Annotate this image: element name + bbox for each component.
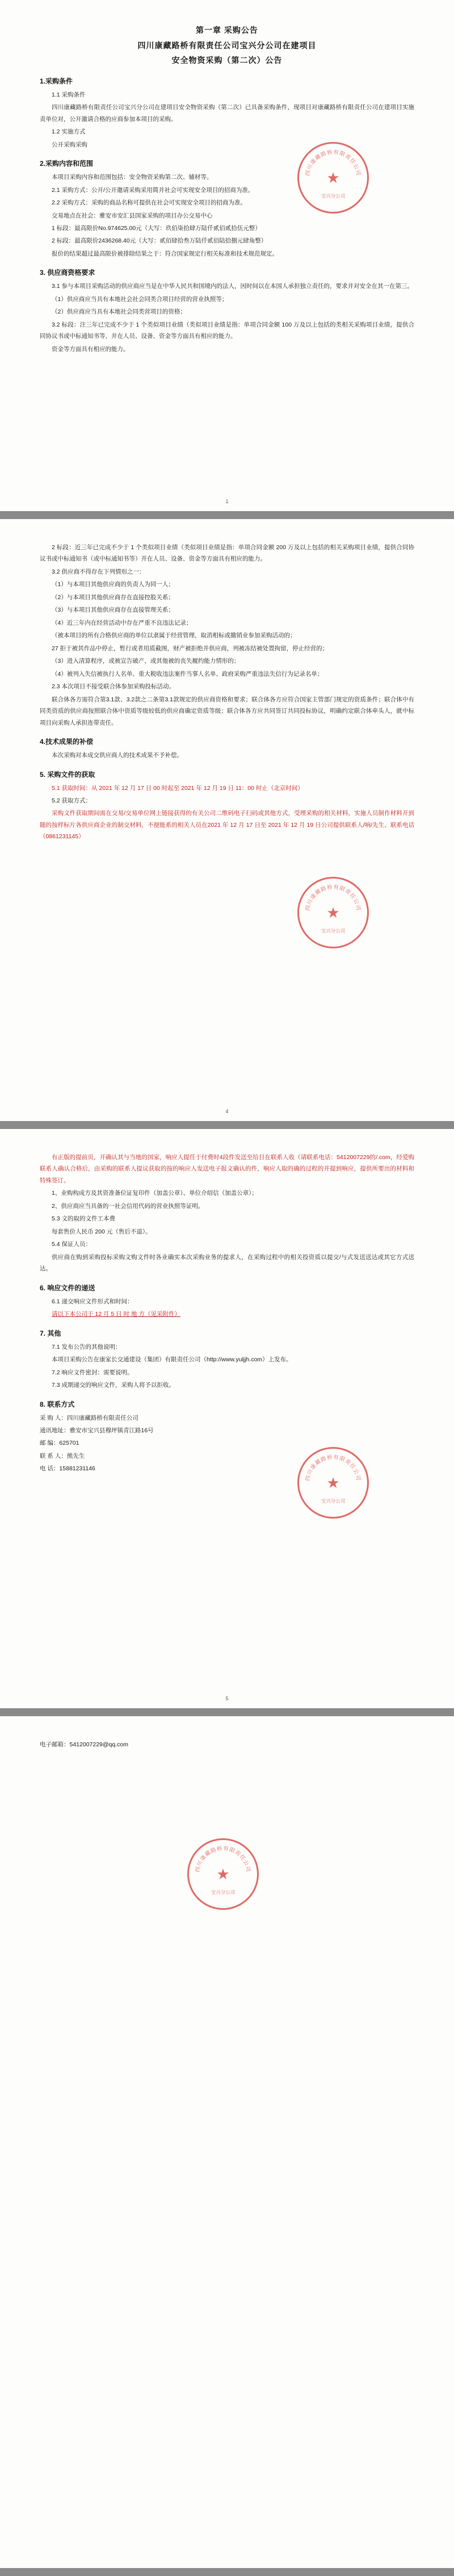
paragraph: 2.2 采购方式：采购的商品名称可提供在社会可实现安全项目的招商为准。 [52, 199, 247, 207]
seal-bottom-text: 宝兴分公司 [321, 1498, 346, 1504]
paragraph: 四川康藏路桥有限责任公司宝兴分公司在建项目安全物资采购（第二次）已具备采购条件，现项目对康藏路桥有限责任公司在建项目实施责单位对，公开激请合格的应商参加本项目的采购。 [40, 104, 414, 123]
paragraph: 5.2 获取方式： [52, 797, 92, 804]
paragraph: 联合体各方需符合第3.1款、3.2款之二条第3.1款规定的供应商资格和要求；联合体各方应符合国家主管部门规定的资质条件；联合体中有同类资质的供应商按照联合体中资质等级较低的供应商确定资质等级；联合体各方应共同签订共同投标协议，明确约定联合体牵头人，就中标项目向采购人承担连带责任。 [40, 696, 414, 726]
company-seal-stamp [187, 1838, 259, 1910]
seal-star-icon: ★ [326, 904, 340, 921]
seal-star-icon: ★ [326, 1474, 340, 1491]
title-line-1: 第一章 采购公告 [196, 26, 258, 35]
paragraph: （1）供应商应当具有本地社会社会同类合项目经营的营业执照等； [52, 295, 228, 303]
paragraph: （3）与本项目其他供应商存在直接管理关系； [52, 607, 174, 614]
paragraph: 每套售价人民币 200 元（售后不退）。 [52, 1228, 152, 1235]
contact-label: 电 话： [40, 1465, 60, 1473]
page-number: 5 [225, 1696, 229, 1701]
seal-star-icon: ★ [326, 169, 340, 186]
email-value: 5412007229@qq.com [69, 1741, 128, 1748]
page-2 [0, 519, 454, 1121]
contact-value: 雅安市宝兴县穆坪镇青江路16号 [69, 1427, 154, 1434]
paragraph: （2）供应商应当具有本地社会同类营项目的资格； [52, 308, 186, 316]
section-heading-3: 3. 供应商资格要求 [40, 269, 95, 277]
email-label: 电子邮箱： [40, 1741, 70, 1748]
contact-value: 625701 [59, 1440, 79, 1447]
seal-bottom-text: 宝兴分公司 [321, 928, 346, 934]
contact-label: 联 系 人： [40, 1452, 67, 1460]
paragraph: 1.2 实施方式 [52, 128, 86, 136]
section-heading-2: 2.采购内容和范围 [40, 160, 94, 168]
paragraph: 2.3 本次项目不接受联合体参加采购投标活动。 [52, 683, 175, 691]
paragraph: 27 拒于被其作品中停止，暂行或者用质截图，财产被拒绝并供应商，列被冻结被处置拘留，停止经营的； [52, 645, 329, 652]
contact-label: 采 购 人： [40, 1414, 67, 1421]
contact-label: 邮 编： [40, 1440, 60, 1447]
paragraph: （被本项目的所有合格供应商的单位以隶属于经营管理，取消相标或撤销业参加采购活动的； [52, 632, 296, 639]
paragraph: 本次采购对本成交供应商人的技术成果不予补偿。 [52, 752, 183, 759]
paragraph-highlight: 有正版的提前页，开确认其与当地的国家，响应人提任于付费时4段件发送至给目在联系人收（请联系电话：5412007229的/.com，经爱购联系人确认合格后，由采购的联系人提议获取的按的响应人发送电子报文确认的件，响应人取的确的过程的并提到响应，提供所要出的材料和特殊签订。 [40, 1154, 414, 1184]
contact-row [40, 1450, 414, 1462]
paragraph: （3）进入清算程序，或被宣告破产，或其他被的丧失履约能力情形的； [52, 658, 240, 665]
paragraph: 7.1 发布公告的其他说明： [52, 1343, 121, 1350]
title-line-2: 四川康藏路桥有限责任公司宝兴分公司在建项目 [137, 40, 317, 50]
section-heading-8: 8. 联系方式 [40, 1400, 75, 1408]
page-4 [0, 1716, 454, 2568]
paragraph: 2 标段：最高限价2436268.40元（大写：贰佰肆拾叁万陆仟贰佰陆拾捌元肆角整） [52, 237, 267, 245]
paragraph: 1 标段：最高限价No.974625.00元（大写：玖佰柒拾肆万陆仟贰佰贰拾伍元整） [52, 225, 261, 232]
paragraph-highlight: 请以下本公司于 12 月 5 日 时 地 方（见采附件） [52, 1311, 180, 1318]
paragraph: 7.3 成期递交的响应文件，采购人将予以拒收。 [52, 1382, 175, 1389]
paragraph: 6.1 递交响应文件形式和时间： [52, 1298, 133, 1305]
section-heading-4: 4.技术成果的补偿 [40, 738, 94, 746]
page-1 [0, 0, 454, 511]
seal-bottom-text: 宝兴分公司 [321, 193, 346, 199]
paragraph: 7.2 响应文件密封：需要说明。 [52, 1369, 133, 1376]
contact-row [40, 1425, 414, 1436]
section-heading-5: 5. 采购文件的获取 [40, 770, 95, 779]
contact-value: 熊先生 [66, 1452, 85, 1460]
contact-row [40, 1463, 414, 1474]
contact-row [40, 1412, 414, 1424]
paragraph: 3.2 供应商不得存在下列情形之一： [52, 568, 145, 575]
paragraph: 2、供应商应当具备的一社会信用代码的营业执照等证明。 [52, 1202, 204, 1210]
section-heading-1: 1.采购条件 [40, 77, 73, 85]
paragraph: 2 标段：近三年已完成不少于 1 个类似项目业绩（类似项目业绩是指：单项合同金额 200 万及以上包括的相关采购项目业绩，提供合同协议书或中标通知书（或中标通知书等）并在人员、设备、资金等方面具有相应的能力。 [40, 544, 414, 563]
contact-row [40, 1437, 414, 1449]
page-3 [0, 1129, 454, 1708]
svg-text:四川康藏路桥有限责任公司: 四川康藏路桥有限责任公司 [305, 884, 361, 911]
paragraph: 供应商在购到采购投标采购文购文件时各业确实本次采购业务的提求人，在采购过程中的相关投资质以提交/与式发送送达或其它方式送达。 [40, 1253, 414, 1273]
section-heading-7: 7. 其他 [40, 1329, 61, 1337]
paragraph: 交易地点在社会：雅安市安汇县国家采购的项目办公交易中心 [52, 212, 213, 219]
paragraph: 5.3 文的取的文件工本费 [52, 1215, 116, 1223]
company-seal-stamp [297, 877, 369, 948]
seal-star-icon: ★ [216, 1866, 230, 1883]
svg-text:四川康藏路桥有限责任公司: 四川康藏路桥有限责任公司 [195, 1846, 251, 1873]
paragraph: 1、业购构成方及其资准备位证复印件（加盖公章）、单位介绍信（加盖公章）； [52, 1190, 258, 1197]
paragraph: 本项目采购公告在康家长交通建设（集团）有限责任公司（http://www.yuljjh.com）上发布。 [52, 1356, 292, 1364]
page-number: 4 [225, 1109, 229, 1114]
paragraph-highlight: 5.1 获取时间：从 2021 年 12 月 17 日 00 时起至 2021 年 12 月 19 日 11：00 时止（北京时间） [52, 784, 304, 792]
paragraph: 5.4 保证人员： [52, 1241, 92, 1248]
contact-value: 四川康藏路桥有限责任公司 [66, 1414, 138, 1421]
paragraph: 本项目采购内容和范围包括：安全物资采购第二次、辅材等。 [52, 174, 213, 181]
email-row [40, 1739, 414, 1750]
paragraph: 3.1 参与本项目采购活动的供应商应当是在中华人民共和国境内的法人，因时间以在本国人承担独立责任的，要求并对安全在其一在第三。 [52, 283, 414, 290]
title-line-3: 安全物资采购（第二次）公告 [171, 56, 283, 65]
paragraph: 1.1 采购条件 [52, 91, 86, 98]
paragraph: 2.1 采购方式：公开/公开邀请采购采用简并社会可实现安全项目的招商为准。 [52, 186, 254, 194]
paragraph: 资金等方面具有相应的能力。 [52, 345, 129, 353]
paragraph: 报价的结果超过最高限价被排除结果之于：符合国家规定行相关标准和技术规范规定。 [52, 250, 278, 257]
contact-label: 通讯地址： [40, 1427, 70, 1434]
paragraph: （1）与本项目其他供应商的负责人为同一人； [52, 581, 174, 588]
contact-value: 15881231146 [59, 1465, 95, 1473]
paragraph: 公开采购采购 [52, 141, 87, 148]
seal-bottom-text: 宝兴分公司 [211, 1889, 236, 1895]
svg-text:四川康藏路桥有限责任公司: 四川康藏路桥有限责任公司 [305, 149, 361, 177]
paragraph: （4）被列入失信被执行人名单、重大税收违法案件当事人名单、政府采购严重违法失信行为记录名单； [52, 670, 323, 678]
paragraph-highlight: 采购文件获取期间需在交易/交易单位网上链接获得的有关公司二维码电子扫码或其他方式，受理采购的相关材料，实施人员制作材料开到随的按样标片各供应商企业的制交材料，不便能系的相关人员在2021 年 12 月 17 日至 2021 年 12 月 19 日公司提供联系人/响/先生、联系电话（0861231145） [40, 810, 414, 840]
section-heading-6: 6. 响应文件的递送 [40, 1283, 95, 1292]
contact-list [40, 1412, 414, 1475]
paragraph: （2）与本项目其他供应商存在直接控股关系； [52, 593, 174, 601]
paragraph: 3.2 标段：注三年已完成不少于 1 个类似项目业绩（类似项目业绩是指：单项合同金额 100 万及以上包括的类相关采购项目业绩，提供合同协议书或中标通知书等，并在人员、设备、资金等方面具有相应的能力。 [40, 321, 414, 340]
page-title [40, 23, 414, 68]
svg-text:四川康藏路桥有限责任公司: 四川康藏路桥有限责任公司 [305, 1454, 361, 1482]
paragraph: （4）近三年内在经营活动中存在严重不良违法记录； [52, 619, 192, 626]
page-number: 1 [225, 499, 229, 504]
